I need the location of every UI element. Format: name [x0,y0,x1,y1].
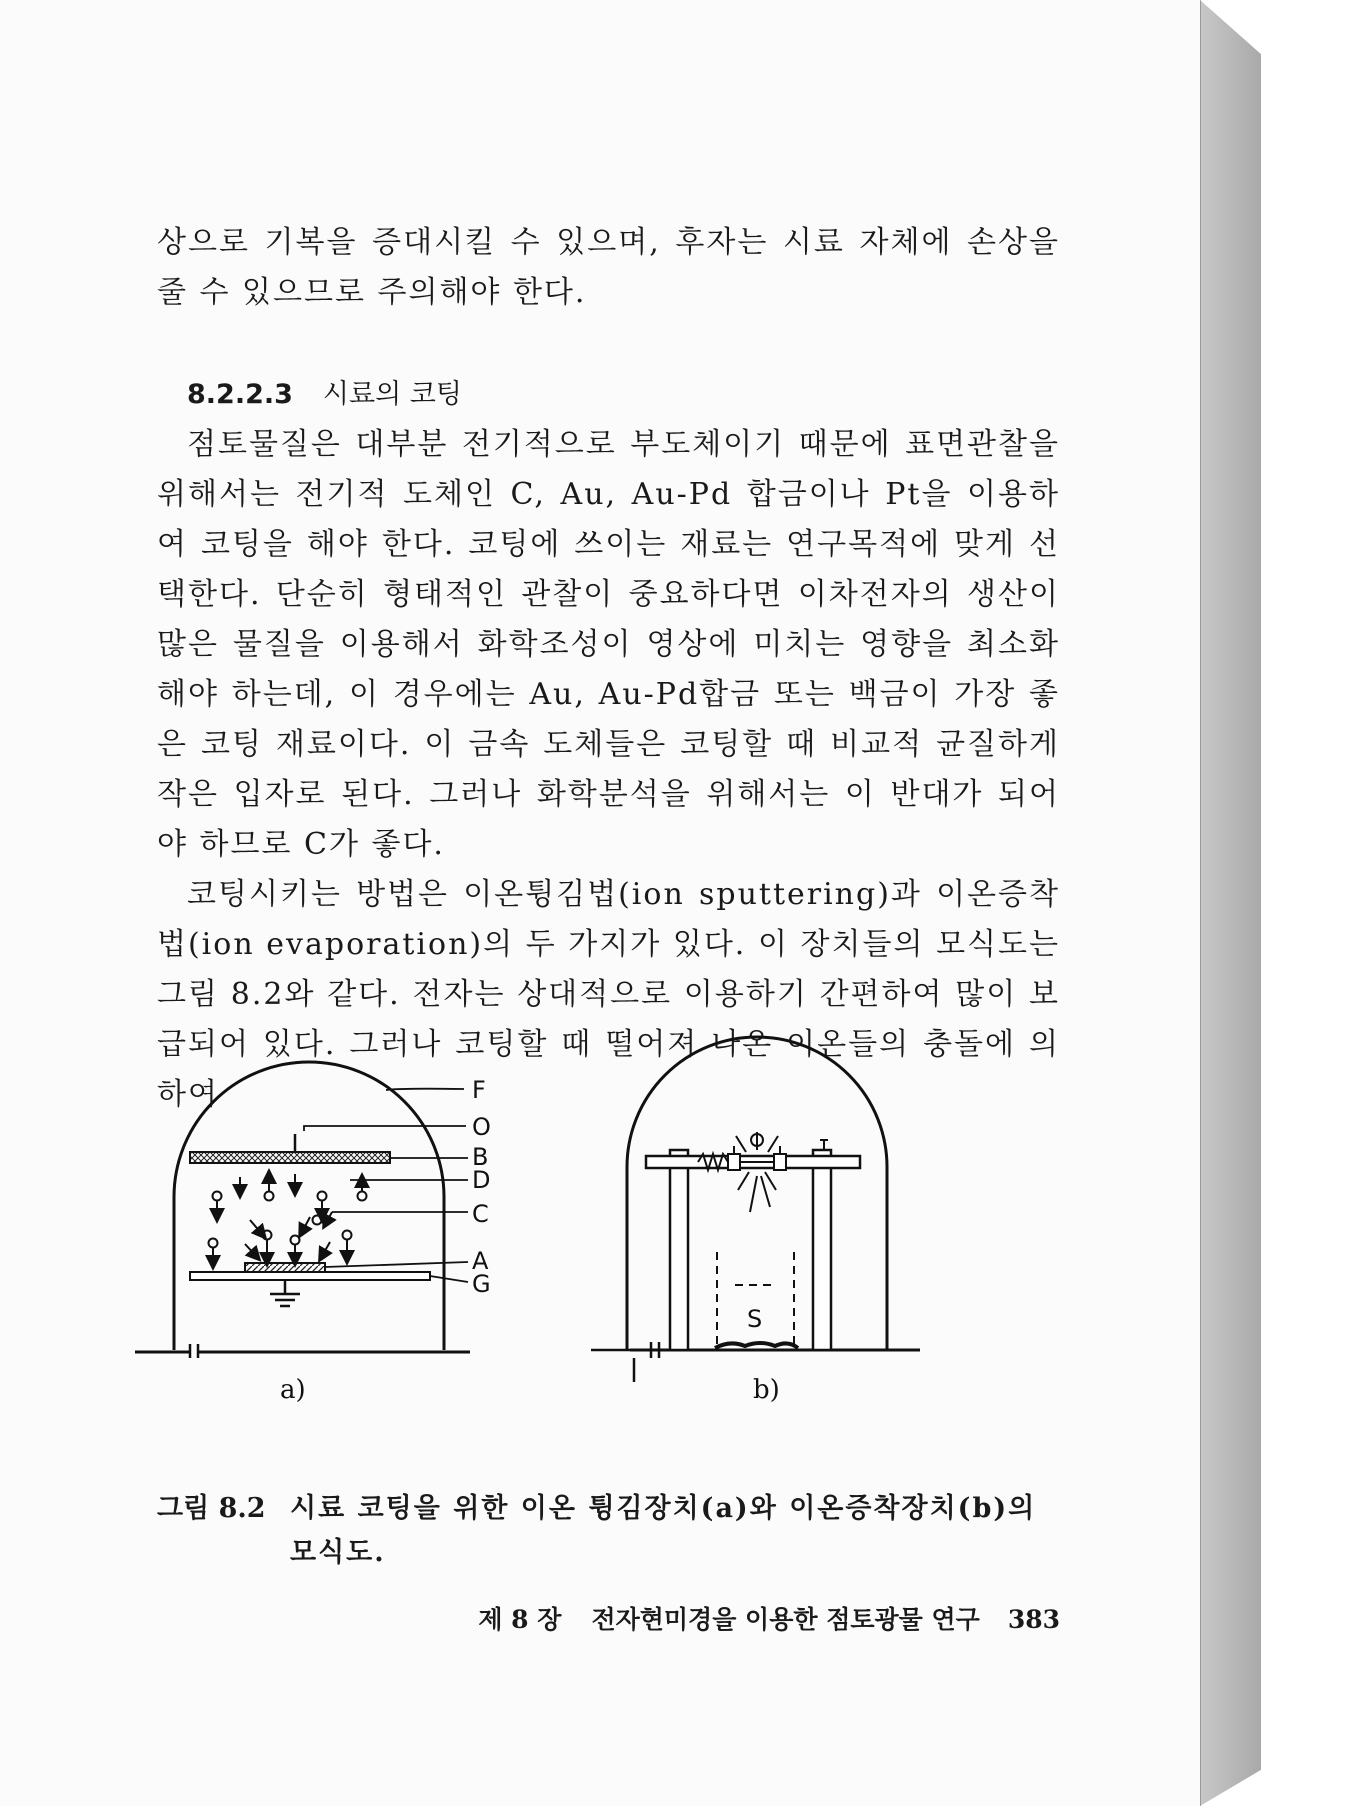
book-page-edge [1200,0,1261,1806]
paragraph-3: 코팅시키는 방법은 이온튕김법(ion sputtering)과 이온증착법(ion evaporation)의 두 가지가 있다. 이 장치들의 모식도는 그림 8.2와 같다. 전자는 상대적으로 이용하기 간편하여 많이 보급되어 있다. 그러나 코팅할 때 떨어져 나온 이온들의 충돌에 의하여 [157,877,1060,1112]
paragraph-2: 점토물질은 대부분 전기적으로 부도체이기 때문에 표면관찰을 위해서는 전기적 도체인 C, Au, Au-Pd 합금이나 Pt을 이용하여 코팅을 해야 한다. 코팅에 쓰이는 재료는 연구목적에 맞게 선택한다. 단순히 형태적인 관찰이 중요하다면 이차전자의 생산이 많은 물질을 이용해서 화학조성이 영상에 미치는 영향을 최소화해야 하는데, 이 경우에는 Au, Au-Pd합금 또는 백금이 가장 좋은 코팅 재료이다. 이 금속 도체들은 코팅할 때 비교적 균질하게 작은 입자로 된다. 그러나 화학분석을 위해서는 이 반대가 되어야 하므로 C가 좋다. [157,427,1060,862]
page-footer [157,1600,1060,1640]
figure-8-2 [150,1076,1070,1477]
label-g: G [472,1270,491,1298]
label-f: F [472,1076,486,1104]
label-c: C [472,1200,489,1228]
section-heading [187,370,1060,420]
subfigure-label-a: a) [280,1375,306,1405]
ion-particles [209,1174,367,1263]
section-number: 8.2.2.3 [187,379,293,410]
footer-title: 전자현미경을 이용한 점토광물 연구 [591,1605,980,1634]
label-s: S [747,1305,763,1333]
page-content [157,218,1060,1120]
label-a: A [472,1247,489,1275]
page-number: 383 [1007,1605,1060,1634]
caption-label: 그림 8.2 [157,1493,266,1524]
footer-chapter: 제 8 장 [478,1605,562,1634]
label-b: B [472,1143,489,1171]
paragraph-1: 상으로 기복을 증대시킬 수 있으며, 후자는 시료 자체에 손상을 줄 수 있으므로 주의해야 한다. [157,225,1060,310]
sputtering-apparatus [135,1062,470,1358]
caption-text: 시료 코팅을 위한 이온 튕김장치(a)와 이온증착장치(b)의 모식도. [290,1493,1037,1568]
label-d: D [472,1166,491,1194]
coating-apparatus-diagram [150,1076,1070,1477]
section-title: 시료의 코팅 [322,379,462,410]
figure-caption [157,1487,1060,1575]
label-o: O [472,1113,491,1141]
subfigure-label-b: b) [753,1375,780,1405]
